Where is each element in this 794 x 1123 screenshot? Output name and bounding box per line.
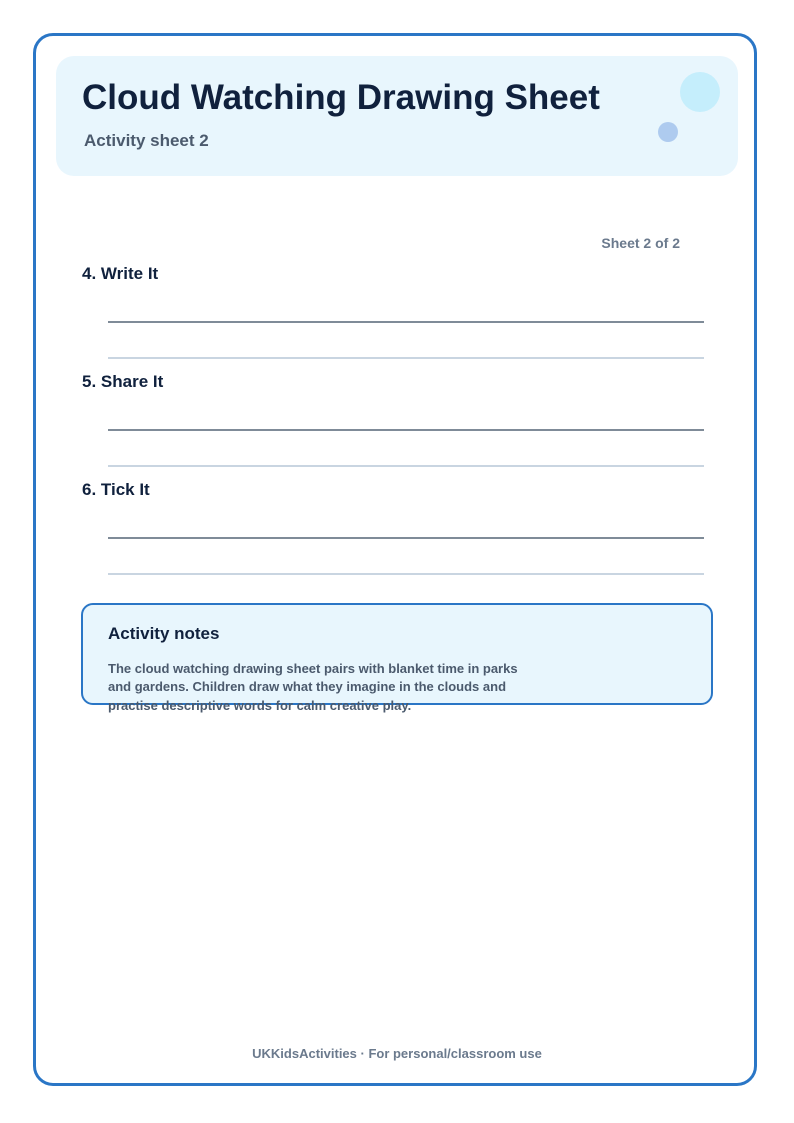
page-subtitle: Activity sheet 2 <box>84 131 209 150</box>
sheet-counter: Sheet 2 of 2 <box>601 235 680 251</box>
section-title-write-it: 4. Write It <box>82 264 159 283</box>
writing-line <box>108 573 704 575</box>
page-title: Cloud Watching Drawing Sheet <box>82 78 600 117</box>
page-footer: UKKidsActivities · For personal/classroom use <box>252 1046 542 1061</box>
writing-line <box>108 357 704 359</box>
section-title-share-it: 5. Share It <box>82 372 164 391</box>
writing-line <box>108 537 704 539</box>
writing-line <box>108 321 704 323</box>
section-title-tick-it: 6. Tick It <box>82 480 150 499</box>
writing-line <box>108 429 704 431</box>
cloud-bubble-small-icon <box>658 122 678 142</box>
cloud-bubble-large-icon <box>680 72 720 112</box>
activity-notes-body: The cloud watching drawing sheet pairs with blanket time in parks and gardens. Children draw what they imagine in the clouds and practise descriptive words for calm creative play. <box>108 661 518 713</box>
writing-line <box>108 465 704 467</box>
page-border <box>33 33 757 1086</box>
activity-notes-title: Activity notes <box>108 624 220 643</box>
